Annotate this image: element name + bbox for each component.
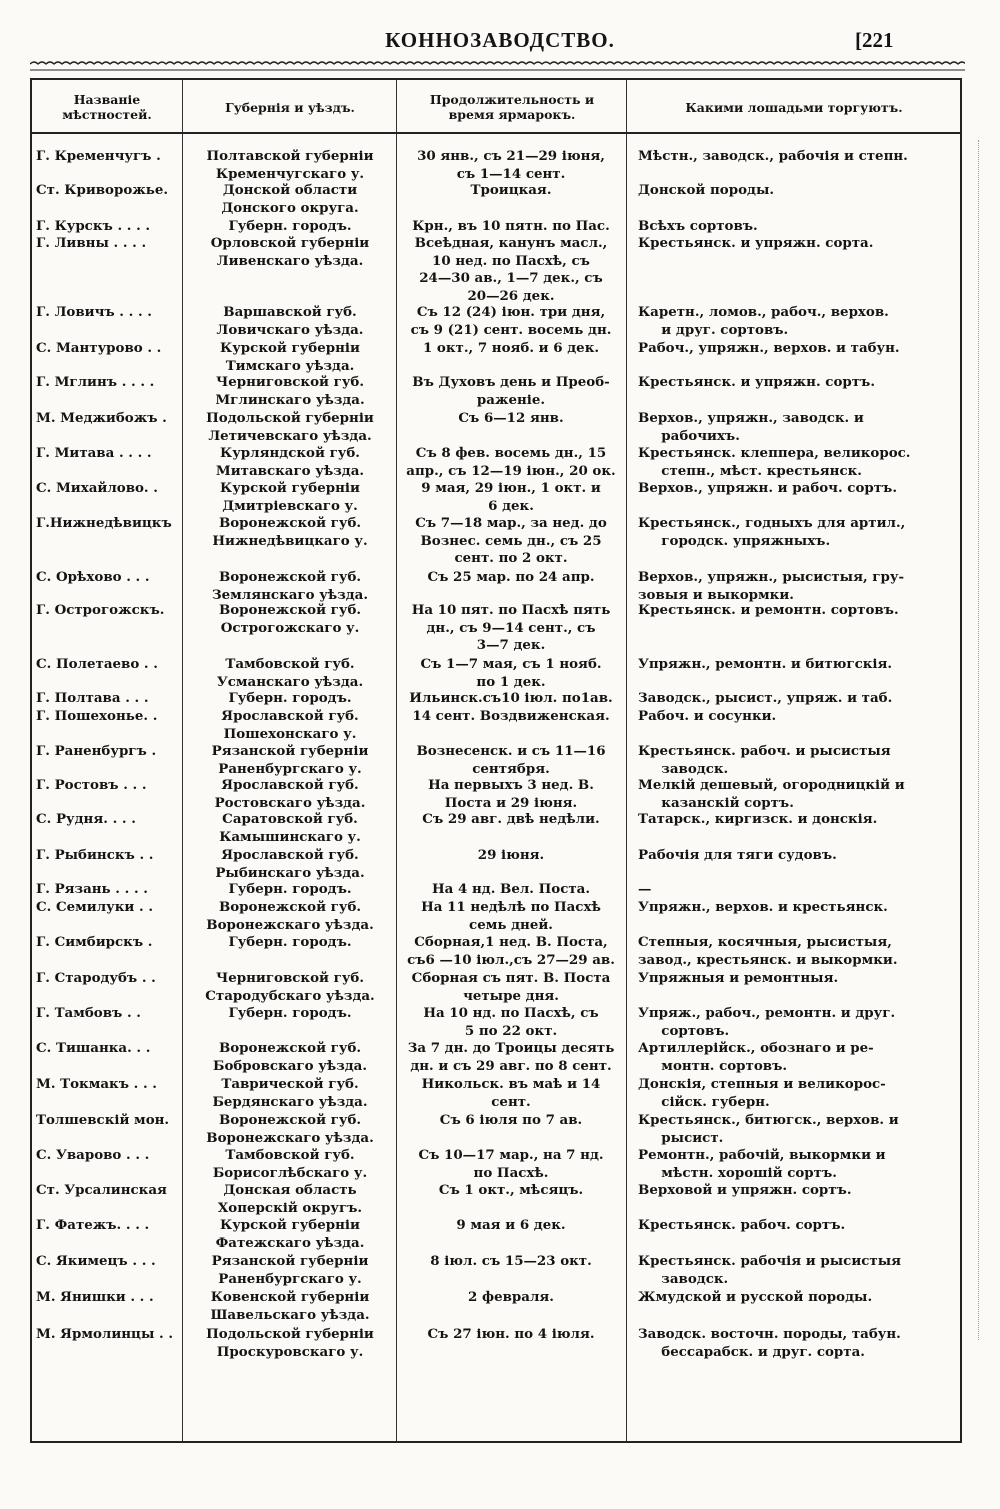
row-horses: Степныя, косячныя, рысистыя, завод., крестьянск. и выкормки.	[638, 934, 898, 968]
row-place: Г. Курскъ . . . .	[36, 218, 151, 234]
row-place: Г. Ливны . . . .	[36, 235, 147, 251]
row-fair-time: Въ Духовъ день и Преоб- раженіе.	[412, 374, 610, 408]
wavy-rule-ornament	[30, 60, 965, 72]
row-gubernia: Рязанской губерніи Раненбургскаго у.	[211, 743, 369, 777]
row-place: С. Уварово . . .	[36, 1147, 150, 1163]
header-rule	[32, 132, 960, 134]
fair-table	[30, 78, 962, 1443]
row-gubernia: Курляндской губ. Митавскаго уѣзда.	[215, 445, 365, 479]
row-horses: Упряж., рабоч., ремонтн. и друг. сортовъ.	[638, 1005, 896, 1039]
row-fair-time: Съ 7—18 мар., за нед. до Вознес. семь дн., съ 25 сент. по 2 окт.	[415, 515, 607, 566]
row-horses: Донскія, степныя и великорос- сійск. губерн.	[638, 1076, 886, 1110]
column-divider	[626, 80, 627, 1441]
row-horses: Крестьянск. и ремонтн. сортовъ.	[638, 602, 899, 618]
row-place: Г. Рыбинскъ . .	[36, 847, 154, 863]
row-gubernia: Орловской губерніи Ливенскаго уѣзда.	[210, 235, 370, 269]
row-horses: Татарск., киргизск. и донскія.	[638, 811, 878, 827]
row-fair-time: 2 февраля.	[468, 1289, 554, 1305]
row-horses: Верхов., упряжн., заводск. и рабочихъ.	[638, 410, 864, 444]
row-gubernia: Воронежской губ. Воронежскаго уѣзда.	[206, 1112, 374, 1146]
row-fair-time: Всеѣдная, канунъ масл., 10 нед. по Пасхѣ, съ 24—30 ав., 1—7 дек., съ 20—26 дек.	[414, 235, 608, 304]
row-place: Ст. Криворожье.	[36, 182, 169, 198]
row-horses: Мелкій дешевый, огородницкій и казанскій сортъ.	[638, 777, 905, 811]
row-place: М. Меджибожъ .	[36, 410, 167, 426]
row-place: С. Мантурово . .	[36, 340, 162, 356]
row-gubernia: Воронежской губ. Острогожскаго у.	[218, 602, 362, 636]
row-horses: Заводск., рысист., упряж. и таб.	[638, 690, 893, 706]
row-fair-time: 8 іюл. съ 15—23 окт.	[430, 1253, 592, 1269]
row-fair-time: 29 іюня.	[477, 847, 545, 863]
row-horses: Верховой и упряжн. сортъ.	[638, 1182, 852, 1198]
row-horses: Всѣхъ сортовъ.	[638, 218, 758, 234]
row-horses: Каретн., ломов., рабоч., верхов. и друг. сортовъ.	[638, 304, 889, 338]
row-place: Г. Тамбовъ . .	[36, 1005, 141, 1021]
row-gubernia: Губерн. городъ.	[228, 934, 352, 950]
row-place: Г.Нижнедѣвицкъ	[36, 515, 172, 531]
row-place: Г. Мглинъ . . . .	[36, 374, 155, 390]
row-horses: Жмудской и русской породы.	[638, 1289, 873, 1305]
row-fair-time: Вознесенск. и съ 11—16 сентября.	[416, 743, 606, 777]
row-fair-time: На первыхъ 3 нед. В. Поста и 29 іюня.	[428, 777, 594, 811]
row-fair-time: За 7 дн. до Троицы десять дн. и съ 29 авг. по 8 сент.	[407, 1040, 615, 1074]
row-gubernia: Ярославской губ. Пошехонскаго у.	[221, 708, 359, 742]
row-fair-time: Съ 1 окт., мѣсяцъ.	[438, 1182, 584, 1198]
row-gubernia: Тамбовской губ. Усманскаго уѣзда.	[216, 656, 364, 690]
row-place: Г. Стародубъ . .	[36, 970, 156, 986]
row-gubernia: Губерн. городъ.	[228, 218, 352, 234]
row-gubernia: Ярославской губ. Ростовскаго уѣзда.	[214, 777, 366, 811]
row-gubernia: Тамбовской губ. Борисоглѣбскаго у.	[212, 1147, 368, 1181]
row-gubernia: Подольской губерніи Летичевскаго уѣзда.	[206, 410, 374, 444]
row-place: Г. Ростовъ . . .	[36, 777, 147, 793]
row-fair-time: 14 сент. Воздвиженская.	[412, 708, 610, 724]
row-gubernia: Воронежской губ. Бобровскаго уѣзда.	[213, 1040, 367, 1074]
row-gubernia: Ярославской губ. Рыбинскаго уѣзда.	[215, 847, 365, 881]
row-fair-time: На 10 пят. по Пасхѣ пять дн., съ 9—14 сент., съ 3—7 дек.	[411, 602, 611, 653]
row-horses: Упряжн., ремонтн. и битюгскія.	[638, 656, 893, 672]
row-horses: Крестьянск., годныхъ для артил., городск. упряжныхъ.	[638, 515, 906, 549]
row-place: С. Семилуки . .	[36, 899, 153, 915]
column-divider	[396, 80, 397, 1441]
row-horses: Верхов., упряжн. и рабоч. сортъ.	[638, 480, 897, 496]
row-gubernia: Донская область Хоперскій округъ.	[217, 1182, 363, 1216]
row-fair-time: Съ 27 іюн. по 4 іюля.	[427, 1326, 595, 1342]
row-gubernia: Воронежской губ. Воронежскаго уѣзда.	[206, 899, 374, 933]
row-place: М. Ярмолинцы . .	[36, 1326, 174, 1342]
row-horses: Крестьянск. рабоч. и рысистыя заводск.	[638, 743, 891, 777]
row-place: С. Рудня. . . .	[36, 811, 136, 827]
row-place: М. Токмакъ . . .	[36, 1076, 157, 1092]
row-gubernia: Курской губерніи Дмитріевскаго у.	[220, 480, 360, 514]
row-gubernia: Губерн. городъ.	[228, 881, 352, 897]
row-fair-time: Крн., въ 10 пятн. по Пас.	[412, 218, 610, 234]
row-horses: Крестьянск., битюгск., верхов. и рысист.	[638, 1112, 899, 1146]
row-place: Г. Кременчугъ .	[36, 148, 161, 164]
row-fair-time: Никольск. въ маѣ и 14 сент.	[421, 1076, 601, 1110]
row-gubernia: Таврической губ. Бердянскаго уѣзда.	[212, 1076, 368, 1110]
row-fair-time: Съ 29 авг. двѣ недѣли.	[422, 811, 600, 827]
row-gubernia: Донской области Донского округа.	[221, 182, 359, 216]
row-horses: Ремонтн., рабочій, выкормки и мѣстн. хорошій сортъ.	[638, 1147, 886, 1181]
row-place: Г. Фатежъ. . . .	[36, 1217, 150, 1233]
row-place: С. Полетаево . .	[36, 656, 158, 672]
row-place: Г. Рязань . . . .	[36, 881, 148, 897]
row-place: Г. Полтава . . .	[36, 690, 149, 706]
running-head	[0, 28, 1000, 56]
row-horses: Крестьянск. рабоч. сортъ.	[638, 1217, 846, 1233]
row-gubernia: Варшавской губ. Ловичскаго уѣзда.	[216, 304, 364, 338]
row-place: С. Тишанка. . .	[36, 1040, 151, 1056]
row-fair-time: 9 мая, 29 іюн., 1 окт. и 6 дек.	[421, 480, 601, 514]
row-place: Г. Ловичъ . . . .	[36, 304, 152, 320]
row-fair-time: 1 окт., 7 нояб. и 6 дек.	[422, 340, 600, 356]
row-place: Г. Митава . . . .	[36, 445, 152, 461]
row-horses: Крестьянск. клеппера, великорос. степн., мѣст. крестьянск.	[638, 445, 911, 479]
column-header-horses: Какими лошадьми торгуютъ.	[685, 99, 903, 115]
row-horses: Упряжн., верхов. и крестьянск.	[638, 899, 888, 915]
page-number: [221	[855, 28, 894, 52]
row-place: Толшевскій мон.	[36, 1112, 170, 1128]
row-fair-time: Съ 1—7 мая, съ 1 нояб. по 1 дек.	[420, 656, 602, 690]
row-horses: Верхов., упряжн., рысистыя, гру- зовыя и выкормки.	[638, 569, 905, 603]
margin-dotted-line	[978, 140, 983, 1340]
row-gubernia: Губерн. городъ.	[228, 690, 352, 706]
row-horses: Артиллерійск., обознаго и ре- монтн. сортовъ.	[638, 1040, 874, 1074]
row-fair-time: 9 мая и 6 дек.	[456, 1217, 566, 1233]
page-title: КОННОЗАВОДСТВО.	[385, 28, 615, 52]
column-divider	[182, 80, 183, 1441]
row-place: Г. Раненбургъ .	[36, 743, 157, 759]
row-gubernia: Саратовской губ. Камышинскаго у.	[219, 811, 361, 845]
row-gubernia: Воронежской губ. Землянскаго уѣзда.	[211, 569, 369, 603]
row-horses: Крестьянск. рабочія и рысистыя заводск.	[638, 1253, 902, 1287]
row-gubernia: Курской губерніи Фатежскаго уѣзда.	[215, 1217, 365, 1251]
row-fair-time: Сборная,1 нед. В. Поста, съ6 —10 іюл.,съ 27—29 ав.	[407, 934, 615, 968]
row-horses: Упряжныя и ремонтныя.	[638, 970, 839, 986]
row-fair-time: Съ 25 мар. по 24 апр.	[427, 569, 595, 585]
row-place: Г. Острогожскъ.	[36, 602, 165, 618]
row-horses: Мѣстн., заводск., рабочія и степн.	[638, 148, 908, 164]
row-fair-time: Съ 6 іюля по 7 ав.	[439, 1112, 583, 1128]
row-gubernia: Черниговской губ. Мглинскаго уѣзда.	[215, 374, 365, 408]
row-fair-time: 30 янв., съ 21—29 іюня, съ 1—14 сент.	[417, 148, 605, 182]
row-fair-time: Ильинск.съ10 іюл. по1ав.	[409, 690, 613, 706]
column-header-place: Названіе мѣстностей.	[62, 92, 152, 122]
row-gubernia: Черниговской губ. Стародубскаго уѣзда.	[205, 970, 375, 1004]
row-horses: Донской породы.	[638, 182, 775, 198]
row-gubernia: Ковенской губерніи Шавельскаго уѣзда.	[210, 1289, 370, 1323]
row-gubernia: Воронежской губ. Нижнедѣвицкаго у.	[212, 515, 368, 549]
row-fair-time: На 4 нд. Вел. Поста.	[432, 881, 590, 897]
row-place: Г. Пошехонье. .	[36, 708, 158, 724]
row-fair-time: Троицкая.	[470, 182, 552, 198]
row-fair-time: На 11 недѣлѣ по Пасхѣ семь дней.	[421, 899, 601, 933]
row-place: С. Орѣхово . . .	[36, 569, 150, 585]
row-gubernia: Рязанской губерніи Раненбургскаго у.	[211, 1253, 369, 1287]
row-place: М. Янишки . . .	[36, 1289, 154, 1305]
row-horses: Рабоч. и сосунки.	[638, 708, 777, 724]
row-fair-time: Съ 12 (24) іюн. три дня, съ 9 (21) сент. восемь дн.	[410, 304, 612, 338]
row-gubernia: Подольской губерніи Проскуровскаго у.	[206, 1326, 374, 1360]
row-fair-time: Сборная съ пят. В. Поста четыре дня.	[411, 970, 611, 1004]
column-header-fair-time: Продолжительность и время ярмарокъ.	[429, 92, 595, 122]
row-horses: Рабоч., упряжн., верхов. и табун.	[638, 340, 900, 356]
row-gubernia: Курской губерніи Тимскаго уѣзда.	[220, 340, 360, 374]
row-horses: Рабочія для тяги судовъ.	[638, 847, 837, 863]
row-gubernia: Губерн. городъ.	[228, 1005, 352, 1021]
row-horses: Крестьянск. и упряжн. сорта.	[638, 235, 874, 251]
row-place: Ст. Урсалинская	[36, 1182, 167, 1198]
row-fair-time: Съ 10—17 мар., на 7 нд. по Пасхѣ.	[418, 1147, 604, 1181]
row-gubernia: Полтавской губерніи Кременчугскаго у.	[206, 148, 374, 182]
row-place: С. Михайлово. .	[36, 480, 158, 496]
row-fair-time: Съ 8 фев. восемь дн., 15 апр., съ 12—19 іюн., 20 ок.	[406, 445, 616, 479]
column-header-gubernia: Губернія и уѣздъ.	[225, 99, 355, 115]
row-place: С. Якимецъ . . .	[36, 1253, 156, 1269]
row-place: Г. Симбирскъ .	[36, 934, 153, 950]
row-horses: Крестьянск. и упряжн. сортъ.	[638, 374, 875, 390]
row-horses: —	[638, 881, 652, 897]
row-horses: Заводск. восточн. породы, табун. бессарабск. и друг. сорта.	[638, 1326, 901, 1360]
row-fair-time: На 10 нд. по Пасхѣ, съ 5 по 22 окт.	[423, 1005, 599, 1039]
row-fair-time: Съ 6—12 янв.	[458, 410, 564, 426]
